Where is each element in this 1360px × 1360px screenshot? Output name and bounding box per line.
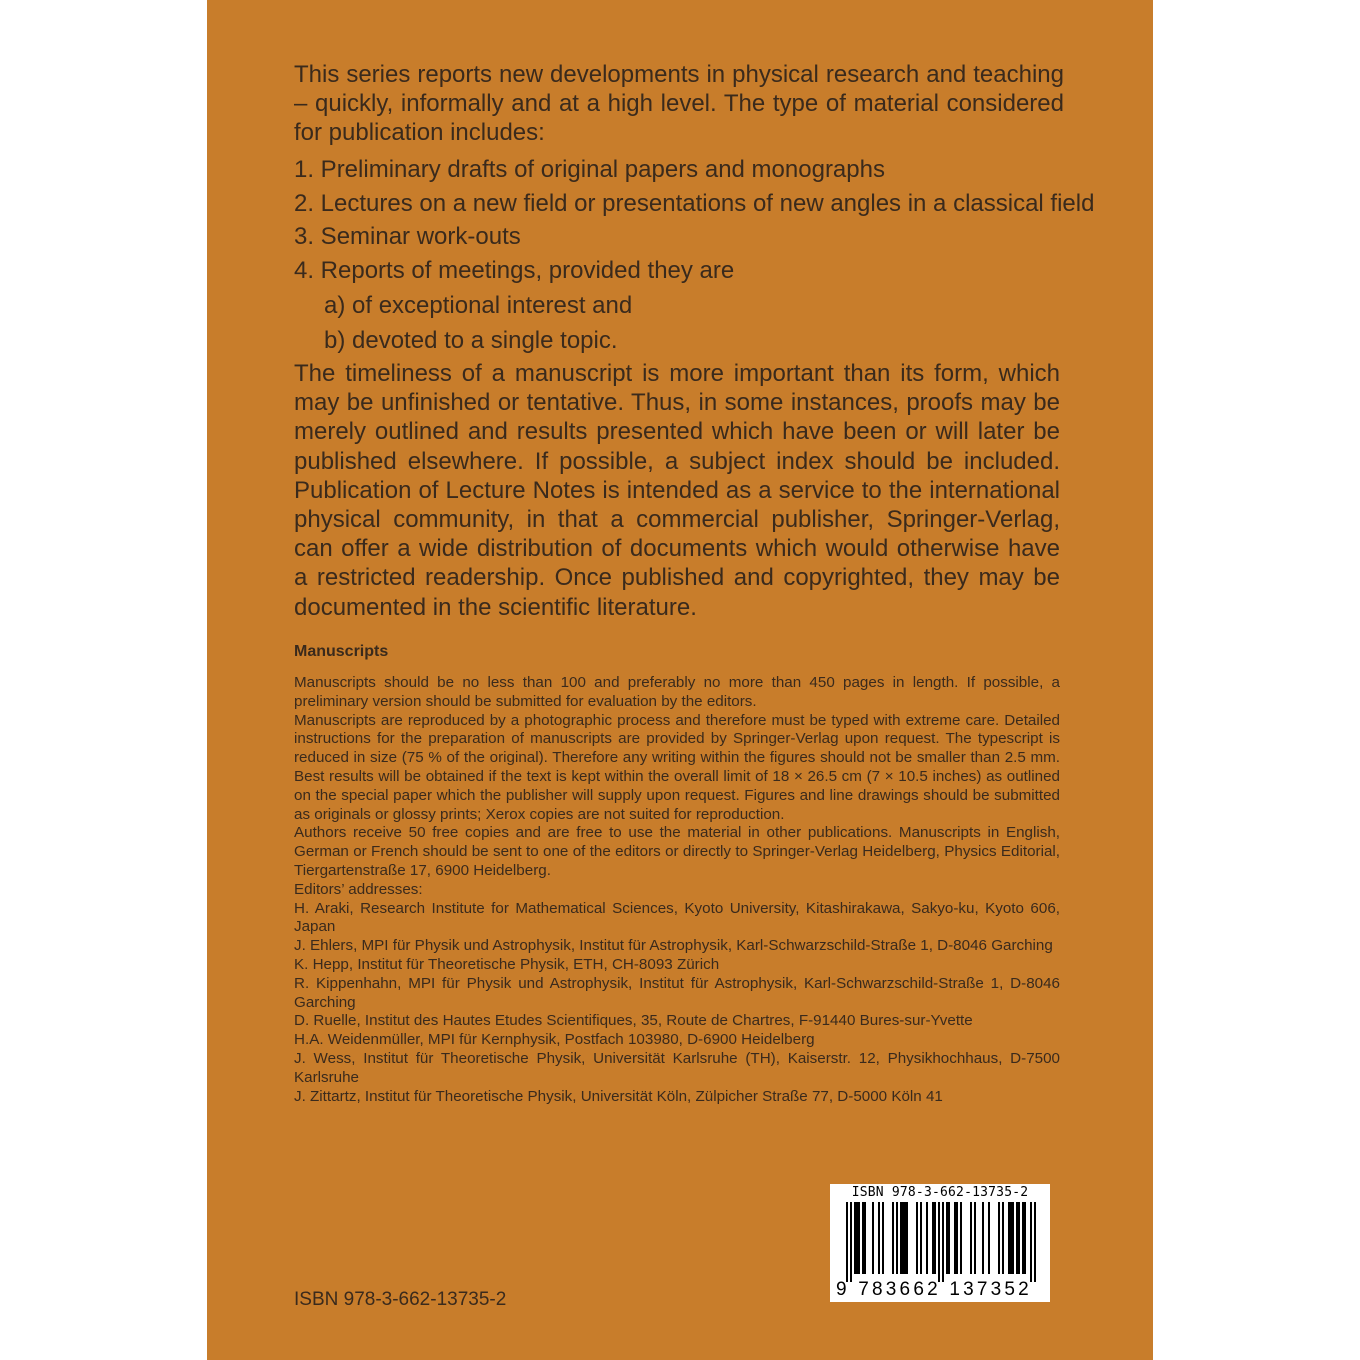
manuscripts-heading: Manuscripts xyxy=(294,643,389,660)
barcode-bar xyxy=(900,1202,902,1274)
barcode-bar xyxy=(942,1202,944,1282)
barcode-bar xyxy=(1034,1202,1036,1282)
barcode-bar xyxy=(1016,1202,1018,1274)
barcode-bar xyxy=(926,1202,928,1274)
barcode-bar xyxy=(1010,1202,1012,1274)
barcode-bar xyxy=(896,1202,898,1274)
intro-paragraph xyxy=(294,60,1064,147)
barcode-bar xyxy=(878,1202,880,1274)
editor-address: H.A. Weidenmüller, MPI für Kernphysik, Postfach 103980, D-6900 Heidelberg xyxy=(294,1031,815,1049)
barcode-bar xyxy=(954,1202,956,1274)
timeliness-text: The timeliness of a manuscript is more important than its form, which may be unfinished or tentative. Thus, in some instances, proofs may be merely outlined and results presented which have been or will later be published elsewhere. If possible, a subject index should be included. Publication of Lecture Notes is intended as a service to the international physical community, in that a commercial publisher, Springer-Verlag, can offer a wide distribution of documents which would otherwise have a restricted readership. Once published and copyrighted, they may be documented in the scientific literature. xyxy=(294,360,1060,621)
barcode-bar xyxy=(1012,1202,1014,1274)
manuscripts-length-text: Manuscripts should be no less than 100 and preferably no more than 450 pages in length. If possible, a preliminary version should be submitted for evaluation by the editors. xyxy=(294,674,1060,710)
barcode-bar xyxy=(892,1202,894,1274)
editor-address: H. Araki, Research Institute for Mathematical Sciences, Kyoto University, Kitashirakawa, Sakyo-ku, Kyoto 606, Japan xyxy=(294,899,1060,936)
barcode-bar xyxy=(1008,1202,1010,1274)
barcode-bar xyxy=(858,1202,860,1274)
isbn-text: ISBN 978-3-662-13735-2 xyxy=(294,1289,507,1310)
editor-address: K. Hepp, Institut für Theoretische Physik, ETH, CH-8093 Zürich xyxy=(294,955,720,973)
editor-address: R. Kippenhahn, MPI für Physik und Astrophysik, Institut für Astrophysik, Karl-Schwarzschild-Straße 1, D-8046 Garching xyxy=(294,974,1060,1011)
barcode-bar xyxy=(934,1202,936,1274)
barcode-bar xyxy=(854,1202,856,1274)
list-item: 4. Reports of meetings, provided they are xyxy=(294,257,735,284)
editor-address: J. Zittartz, Institut für Theoretische Physik, Universität Köln, Zülpicher Straße 77, D-5000 Köln 41 xyxy=(294,1087,943,1105)
editors-label: Editors’ addresses: xyxy=(294,880,423,898)
barcode-bar xyxy=(872,1202,874,1274)
barcode-bars-icon xyxy=(846,1202,1036,1282)
editor-address: J. Ehlers, MPI für Physik und Astrophysik, Institut für Astrophysik, Karl-Schwarzschild-Straße 1, D-8046 Garching xyxy=(294,937,1053,955)
editor-address: J. Wess, Institut für Theoretische Physik, Universität Karlsruhe (TH), Kaiserstr. 12, Physikhochhaus, D-7500 Karlsruhe xyxy=(294,1049,1060,1086)
barcode-bar xyxy=(856,1202,858,1274)
barcode-bar xyxy=(920,1202,922,1274)
barcode-bar xyxy=(1018,1202,1020,1274)
barcode-bar xyxy=(1002,1202,1004,1274)
manuscripts-body xyxy=(294,674,1060,1106)
barcode-bar xyxy=(846,1202,848,1282)
barcode-bar xyxy=(960,1202,962,1274)
barcode-bar xyxy=(946,1202,948,1274)
barcode-bar xyxy=(902,1202,904,1274)
manuscripts-reproduction-text: Manuscripts are reproduced by a photographic process and therefore must be typed with extreme care. Detailed instructions for the preparation of manuscripts are provided by Springer-Verlag upon request. The typescript is reduced in size (75 % of the original). Therefore any writing within the figures should not be smaller than 2.5 mm. Best results will be obtained if the text is kept within the overall limit of 18 × 26.5 cm (7 × 10.5 inches) as outlined on the special paper which the publisher will supply upon request. Figures and line drawings should be submitted as originals or glossy prints; Xerox copies are not suited for reproduction. xyxy=(294,711,1060,823)
list-item: 1. Preliminary drafts of original papers and monographs xyxy=(294,156,885,183)
barcode-bar xyxy=(906,1202,908,1274)
editor-address: D. Ruelle, Institut des Hautes Etudes Scientifiques, 35, Route de Chartres, F-91440 Bures-sur-Yvette xyxy=(294,1012,973,1030)
barcode-bar xyxy=(916,1202,918,1274)
barcode-bar xyxy=(970,1202,972,1274)
barcode-bar xyxy=(904,1202,906,1274)
barcode-bar xyxy=(864,1202,866,1274)
list-item: 3. Seminar work-outs xyxy=(294,223,521,250)
barcode-bar xyxy=(862,1202,864,1274)
timeliness-paragraph xyxy=(294,359,1060,622)
barcode-bar xyxy=(850,1202,852,1282)
barcode-bar xyxy=(956,1202,958,1274)
barcode-bar xyxy=(1022,1202,1024,1274)
barcode-bar xyxy=(988,1202,990,1274)
barcode-bar xyxy=(1030,1202,1032,1282)
barcode-bar xyxy=(982,1202,984,1274)
barcode xyxy=(830,1184,1050,1302)
list-item: 2. Lectures on a new field or presentations of new angles in a classical field xyxy=(294,190,1095,217)
barcode-bar xyxy=(974,1202,976,1274)
manuscripts-authors-text: Authors receive 50 free copies and are free to use the material in other publications. Manuscripts in English, German or French should be sent to one of the editors or directly to Springer-Verlag Heidelberg, Physics Editorial, Tiergartenstraße 17, 6900 Heidelberg. xyxy=(294,824,1060,879)
barcode-bar xyxy=(938,1202,940,1282)
list-subitem: a) of exceptional interest and xyxy=(324,292,633,319)
intro-text: This series reports new developments in physical research and teaching – quickly, informally and at a high level. The type of material considered for publication includes: xyxy=(294,61,1064,146)
barcode-bar xyxy=(948,1202,950,1274)
list-subitem: b) devoted to a single topic. xyxy=(324,327,618,354)
barcode-isbn-label: ISBN 978-3-662-13735-2 xyxy=(851,1185,1029,1200)
barcode-bar xyxy=(932,1202,934,1274)
barcode-bar xyxy=(1024,1202,1026,1274)
barcode-digits: 9 783662 137352 xyxy=(836,1279,1032,1300)
barcode-bar xyxy=(998,1202,1000,1274)
barcode-bar xyxy=(882,1202,884,1274)
